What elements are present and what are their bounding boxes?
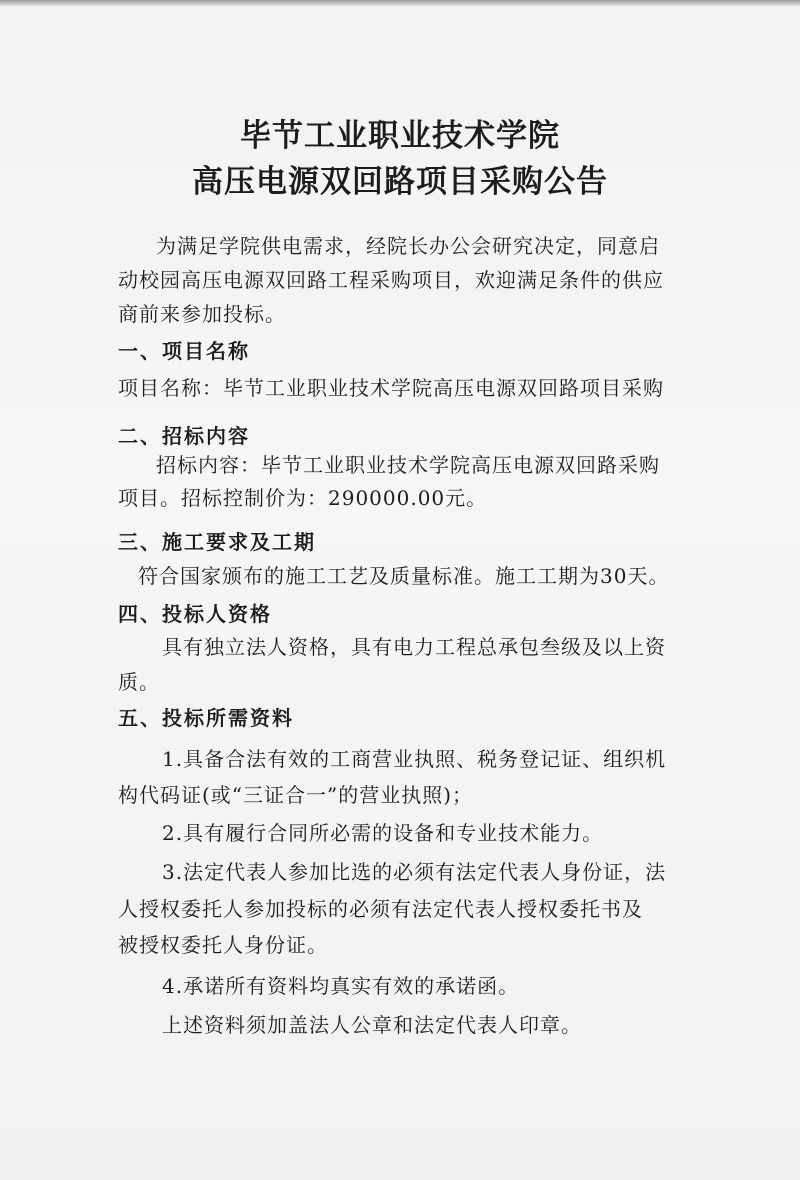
document-title-line2: 高压电源双回路项目采购公告	[192, 164, 608, 200]
intro-line-3: 商前来参加投标。	[118, 302, 286, 326]
section5-line-6: 被授权委托人身份证。	[118, 933, 328, 957]
section5-line-4: 3.法定代表人参加比选的必须有法定代表人身份证，法	[162, 860, 667, 884]
section4-line-1: 具有独立法人资格，具有电力工程总承包叁级及以上资	[162, 635, 666, 659]
section5-line-3: 2.具有履行合同所必需的设备和专业技术能力。	[162, 821, 604, 845]
section1-heading: 一、项目名称	[118, 339, 250, 363]
section4-heading: 四、投标人资格	[118, 602, 272, 626]
intro-line-1: 为满足学院供电需求，经院长办公会研究决定，同意启	[156, 234, 660, 258]
section2-heading: 二、招标内容	[118, 424, 250, 448]
intro-line-2: 动校园高压电源双回路工程采购项目，欢迎满足条件的供应	[118, 268, 664, 292]
section5-line-2: 构代码证(或“三证合一”的营业执照)；	[118, 783, 474, 807]
section5-line-8: 上述资料须加盖法人公章和法定代表人印章。	[162, 1013, 582, 1037]
section3-heading: 三、施工要求及工期	[118, 530, 316, 554]
section4-line-2: 质。	[118, 670, 160, 694]
section3-line-1: 符合国家颁布的施工工艺及质量标准。施工工期为30天。	[138, 564, 670, 588]
section1-line-1: 项目名称：毕节工业职业技术学院高压电源双回路项目采购	[118, 376, 664, 400]
section5-heading: 五、投标所需资料	[118, 706, 294, 730]
section5-line-5: 人授权委托人参加投标的必须有法定代表人授权委托书及	[118, 897, 643, 921]
scan-edge	[0, 0, 800, 6]
section2-line-2: 项目。招标控制价为：290000.00元。	[118, 486, 488, 510]
section5-line-1: 1.具备合法有效的工商营业执照、税务登记证、组织机	[162, 747, 667, 771]
section5-line-7: 4.承诺所有资料均真实有效的承诺函。	[162, 974, 520, 998]
document-title-line1: 毕节工业职业技术学院	[240, 118, 560, 154]
section2-line-1: 招标内容：毕节工业职业技术学院高压电源双回路采购	[156, 453, 660, 477]
